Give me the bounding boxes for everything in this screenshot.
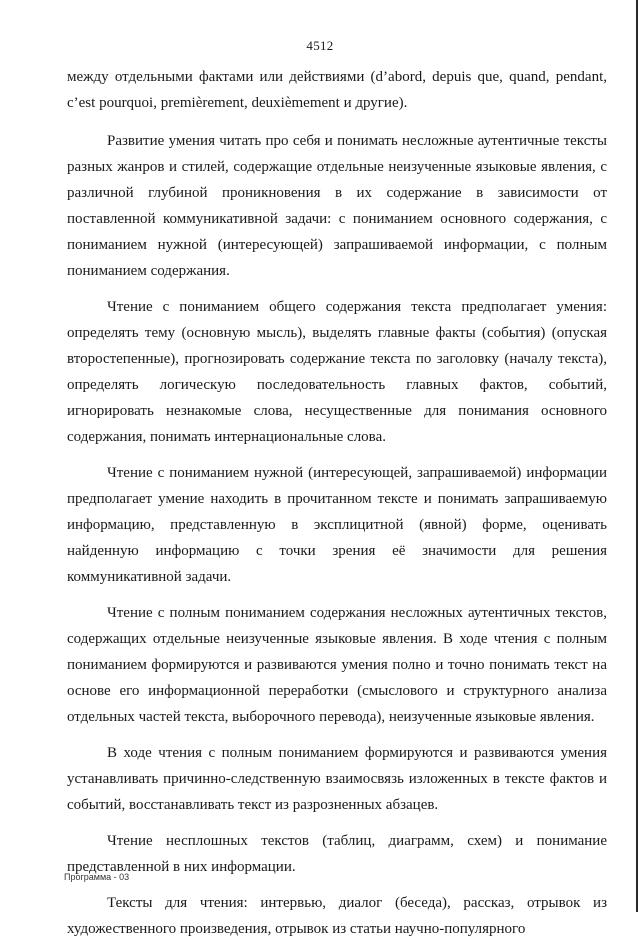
paragraph-full-reading-skills: В ходе чтения с полным пониманием формируются и развиваются умения устанавливать причинно-следственную взаимосвязь изложенных в тексте фактов и событий, восстанавливать текст из разрозненных абзацев. [67,745,607,813]
paragraph-general-reading: Чтение с пониманием общего содержания текста предполагает умения: определять тему (основную мысль), выделять главные факты (события) (опуская второстепенные), прогнозировать содержание текста по заголовку (началу текста), определять логическую последовательность главных фактов, событий, игнорировать незнакомые слова, несущественные для понимания основного содержания, понимать интернациональные слова. [67,299,607,445]
paragraph-continuation: между отдельными фактами или действиями (d’abord, depuis que, quand, pendant, c’est pourquoi, premièrement, deuxièmement и другие). [67,69,607,111]
paragraph-full-reading: Чтение с полным пониманием содержания несложных аутентичных текстов, содержащих отдельные неизученные языковые явления. В ходе чтения с полным пониманием формируются и развиваются умения полно и точно понимать текст на основе его информационной переработки (смыслового и структурного анализа отдельных частей текста, выборочного перевода), неизученные языковые явления. [67,605,607,725]
paragraph-non-continuous-texts: Чтение несплошных текстов (таблиц, диаграмм, схем) и понимание представленной в них информации. [67,833,607,875]
body-text [67,64,607,952]
footer-label: Программа - 03 [64,872,130,882]
scan-edge [636,0,638,912]
paragraph-text-types: Тексты для чтения: интервью, диалог (беседа), рассказ, отрывок из художественного произведения, отрывок из статьи научно-популярного [67,895,607,937]
page-number: 4512 [306,38,334,53]
paragraph-targeted-reading: Чтение с пониманием нужной (интересующей, запрашиваемой) информации предполагает умение находить в прочитанном тексте и понимать запрашиваемую информацию, представленную в эксплицитной (явной) форме, оценивать найденную информацию с точки зрения её значимости для решения коммуникативной задачи. [67,465,607,585]
paragraph-reading-skills: Развитие умения читать про себя и понимать несложные аутентичные тексты разных жанров и стилей, содержащие отдельные неизученные языковые явления, с различной глубиной проникновения в их содержание в зависимости от поставленной коммуникативной задачи: с пониманием основного содержания, с пониманием нужной (интересующей) запрашиваемой информации, с полным пониманием содержания. [67,133,607,279]
